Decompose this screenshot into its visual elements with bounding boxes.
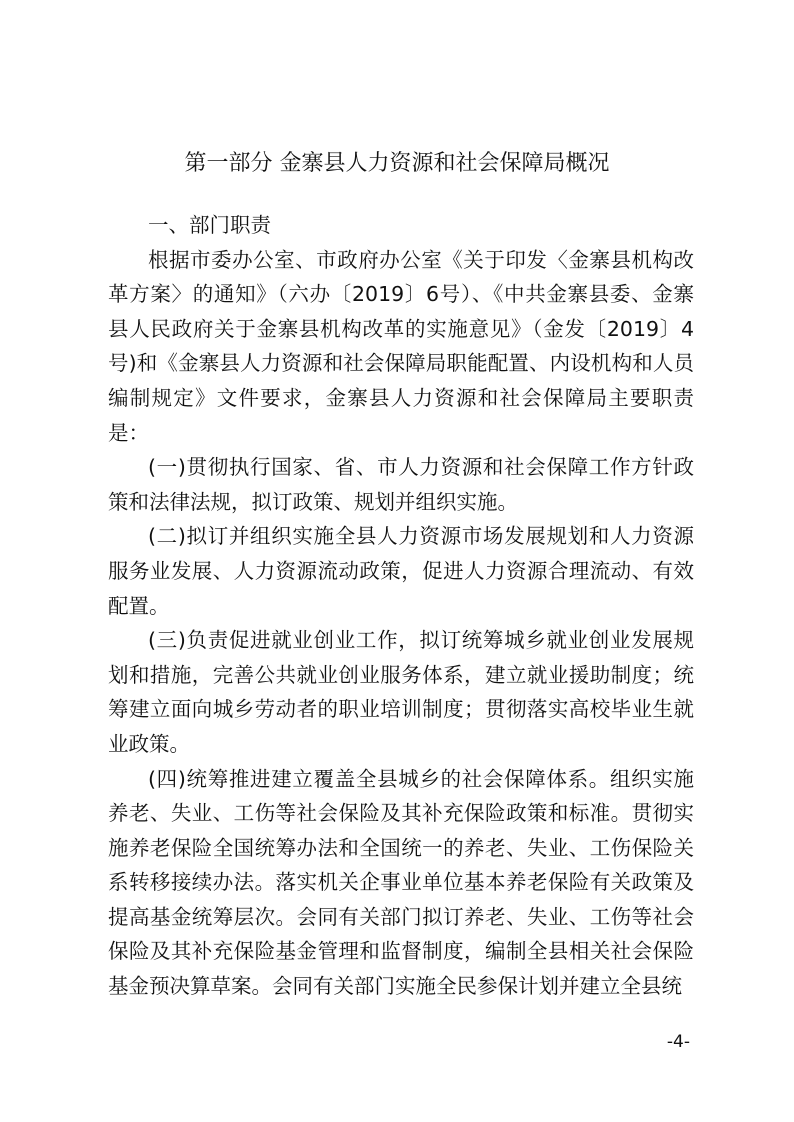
paragraph-intro: 根据市委办公室、市政府办公室《关于印发〈金寨县机构改革方案〉的通知》（六办〔2019〕6号）、《中共金寨县委、金寨县人民政府关于金寨县机构改革的实施意见》（金发〔2019〕4号)和《金寨县人力资源和社会保障局职能配置、内设机构和人员编制规定》文件要求，金寨县人力资源和社会保障局主要职责是： xyxy=(108,247,694,445)
paragraph-duty-1: (一)贯彻执行国家、省、市人力资源和社会保障工作方针政策和法律法规，拟订政策、规划并组织实施。 xyxy=(108,455,694,514)
document-body xyxy=(108,208,694,1004)
paragraph-duty-3: (三)负责促进就业创业工作，拟订统筹城乡就业创业发展规划和措施，完善公共就业创业服务体系，建立就业援助制度；统筹建立面向城乡劳动者的职业培训制度；贯彻落实高校毕业生就业政策。 xyxy=(108,628,694,756)
paragraph-duty-2: (二)拟订并组织实施全县人力资源市场发展规划和人力资源服务业发展、人力资源流动政策，促进人力资源合理流动、有效配置。 xyxy=(108,524,694,618)
page-number: -4- xyxy=(666,1032,690,1052)
paragraph-duty-4: (四)统筹推进建立覆盖全县城乡的社会保障体系。组织实施养老、失业、工伤等社会保险及其补充保险政策和标准。贯彻实施养老保险全国统筹办法和全国统一的养老、失业、工伤保险关系转移接续办法。落实机关企事业单位基本养老保险有关政策及提高基金统筹层次。会同有关部门拟订养老、失业、工伤等社会保险及其补充保险基金管理和监督制度，编制全县相关社会保险基金预决算草案。会同有关部门实施全民参保计划并建立全县统 xyxy=(108,766,694,999)
document-title: 第一部分 金寨县人力资源和社会保障局概况 xyxy=(184,151,610,176)
section-heading: 一、部门职责 xyxy=(148,213,271,237)
